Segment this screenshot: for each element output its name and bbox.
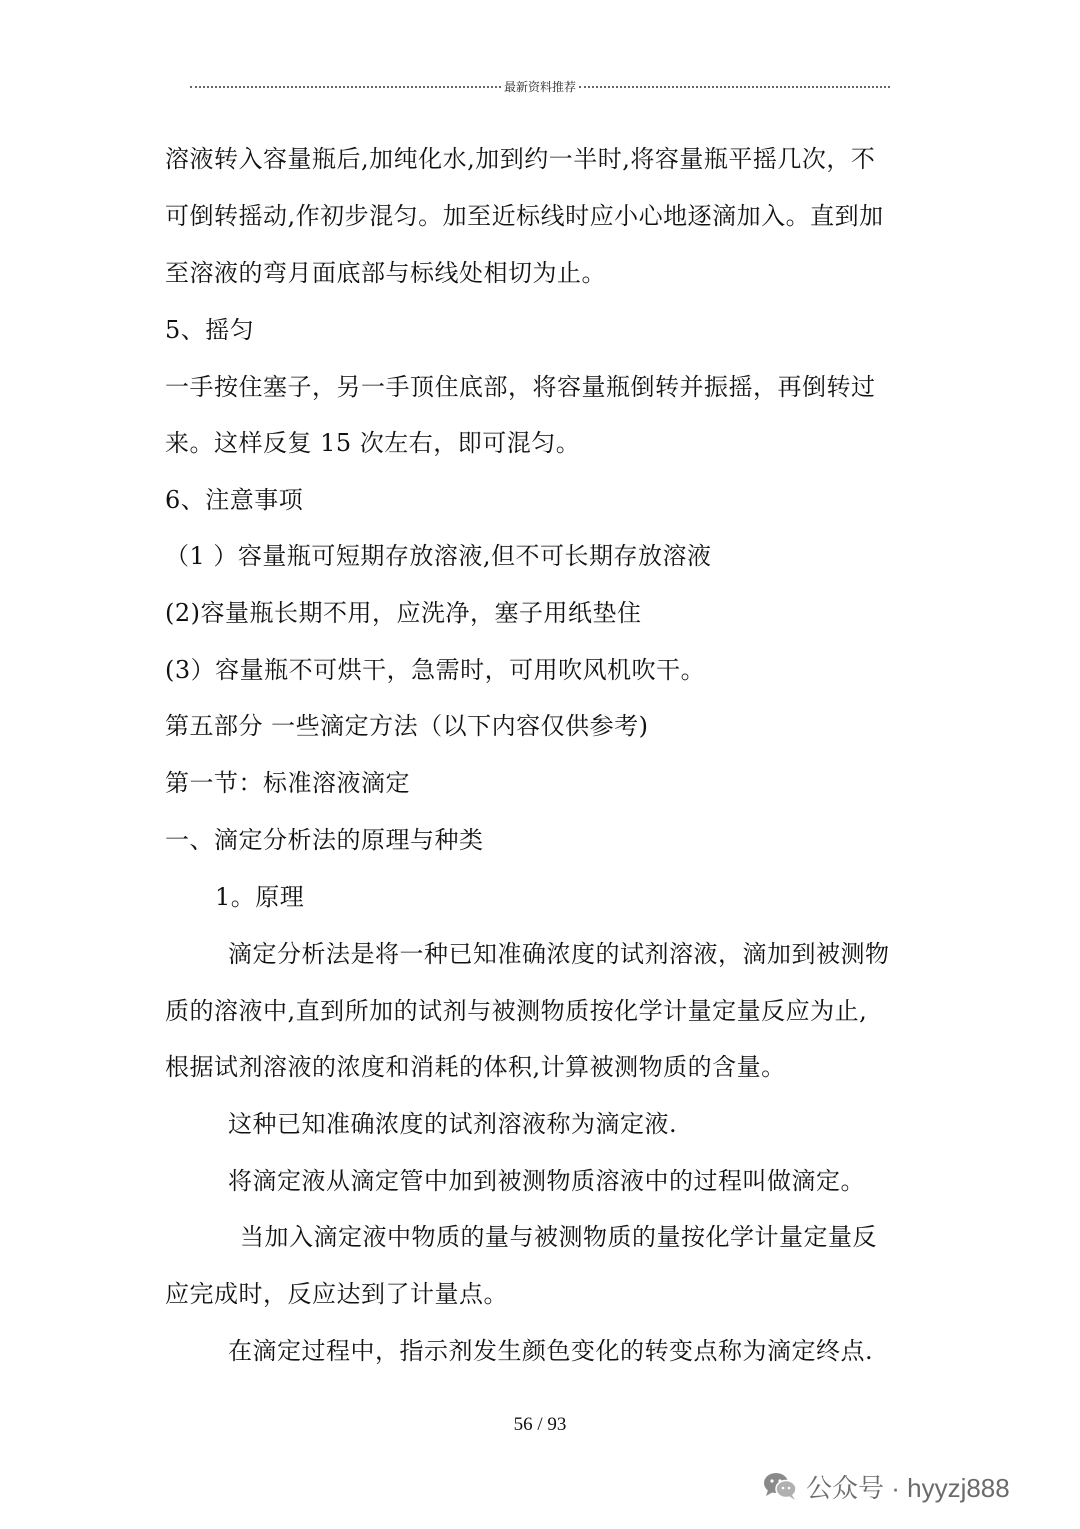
page-header — [190, 76, 890, 96]
text-line: 至溶液的弯月面底部与标线处相切为止。 — [165, 259, 606, 287]
text-line: 来。这样反复 15 次左右，即可混匀。 — [165, 429, 581, 457]
header-dots-right — [579, 86, 890, 88]
text-line: 这种已知准确浓度的试剂溶液称为滴定液. — [228, 1110, 678, 1138]
text-line: 当加入滴定液中物质的量与被测物质的量按化学计量定量反 — [240, 1223, 877, 1251]
section-heading: 第一节：标准溶液滴定 — [165, 769, 410, 797]
watermark — [762, 1466, 1010, 1506]
page-number: 56 / 93 — [513, 1414, 567, 1435]
watermark-text: 公众号 · hyyzj888 — [806, 1472, 1010, 1503]
text-line: 在滴定过程中，指示剂发生颜色变化的转变点称为滴定终点. — [228, 1337, 874, 1365]
text-line: 将滴定液从滴定管中加到被测物质溶液中的过程叫做滴定。 — [228, 1167, 865, 1195]
list-item: (2)容量瓶长期不用，应洗净，塞子用纸垫住 — [165, 599, 642, 627]
header-dots-left — [190, 86, 501, 88]
text-line: 根据试剂溶液的浓度和消耗的体积,计算被测物质的含量。 — [165, 1053, 786, 1081]
text-line: 可倒转摇动,作初步混匀。加至近标线时应小心地逐滴加入。直到加 — [165, 202, 884, 230]
header-title: 最新资料推荐 — [504, 79, 577, 94]
text-line: 应完成时，反应达到了计量点。 — [165, 1280, 508, 1308]
text-line: 质的溶液中,直到所加的试剂与被测物质按化学计量定量反应为止, — [165, 997, 868, 1025]
text-line: 溶液转入容量瓶后,加纯化水,加到约一半时,将容量瓶平摇几次，不 — [165, 145, 876, 173]
list-item: (3）容量瓶不可烘干，急需时，可用吹风机吹干。 — [165, 656, 706, 684]
subsection-heading: 一、滴定分析法的原理与种类 — [165, 826, 484, 854]
part-heading: 第五部分 一些滴定方法（以下内容仅供参考) — [165, 712, 649, 740]
section-heading: 6、注意事项 — [165, 486, 304, 514]
section-heading: 5、摇匀 — [165, 316, 255, 344]
text-line: 滴定分析法是将一种已知准确浓度的试剂溶液，滴加到被测物 — [228, 940, 890, 968]
list-item: （1 ）容量瓶可短期存放溶液,但不可长期存放溶液 — [165, 542, 712, 570]
subsection-heading: 1。原理 — [215, 883, 305, 911]
wechat-icon — [762, 1471, 798, 1501]
text-line: 一手按住塞子，另一手顶住底部，将容量瓶倒转并振摇，再倒转过 — [165, 373, 876, 401]
